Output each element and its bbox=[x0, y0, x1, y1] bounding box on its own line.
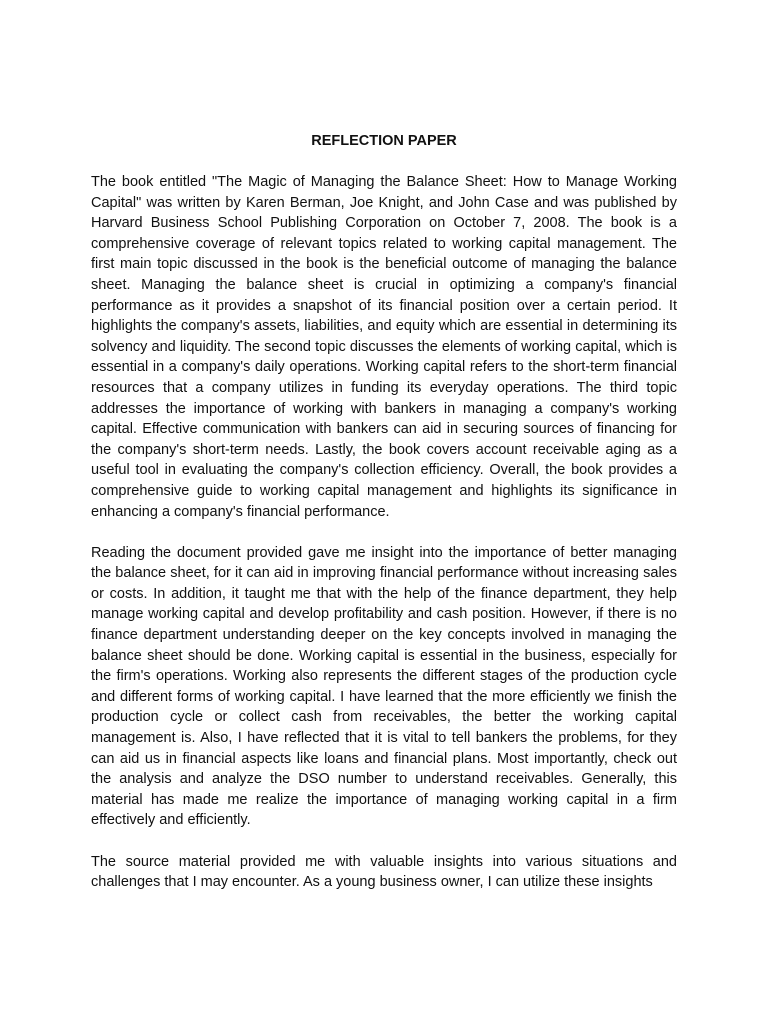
page-title: REFLECTION PAPER bbox=[311, 133, 457, 149]
document-page bbox=[91, 131, 677, 913]
paragraph-2: Reading the document provided gave me insight into the importance of better managing the balance sheet, for it can aid in improving financial performance without increasing sales or costs. In addition, it taught me that with the help of the finance department, they help manage working capital and develop profitability and cash position. However, if there is no finance department understanding deeper on the key concepts involved in managing the balance sheet should be done. Working capital is essential in the business, especially for the firm's operations. Working also represents the different stages of the production cycle and different forms of working capital. I have learned that the more efficiently we finish the production cycle or collect cash from receivables, the better the working capital management is. Also, I have reflected that it is vital to tell bankers the problems, for they can aid us in financial aspects like loans and financial plans. Most importantly, check out the analysis and analyze the DSO number to understand receivables. Generally, this material has made me realize the importance of managing working capital in a firm effectively and efficiently. bbox=[91, 544, 677, 829]
paragraph-1: The book entitled "The Magic of Managing the Balance Sheet: How to Manage Working Capital" was written by Karen Berman, Joe Knight, and John Case and was published by Harvard Business School Publishing Corporation on October 7, 2008. The book is a comprehensive coverage of relevant topics related to working capital management. The first main topic discussed in the book is the beneficial outcome of managing the balance sheet. Managing the balance sheet is crucial in optimizing a company's financial performance as it provides a snapshot of its financial position over a certain period. It highlights the company's assets, liabilities, and equity which are essential in determining its solvency and liquidity. The second topic discusses the elements of working capital, which is essential in a company's daily operations. Working capital refers to the short-term financial resources that a company utilizes in funding its everyday operations. The third topic addresses the importance of working with bankers in managing a company's working capital. Effective communication with bankers can aid in securing sources of financing for the company's short-term needs. Lastly, the book covers account receivable aging as a useful tool in evaluating the company's collection efficiency. Overall, the book provides a comprehensive guide to working capital management and highlights its significance in enhancing a company's financial performance. bbox=[91, 174, 677, 520]
paragraph-3: The source material provided me with valuable insights into various situations and challenges that I may encounter. As a young business owner, I can utilize these insights bbox=[91, 853, 677, 891]
